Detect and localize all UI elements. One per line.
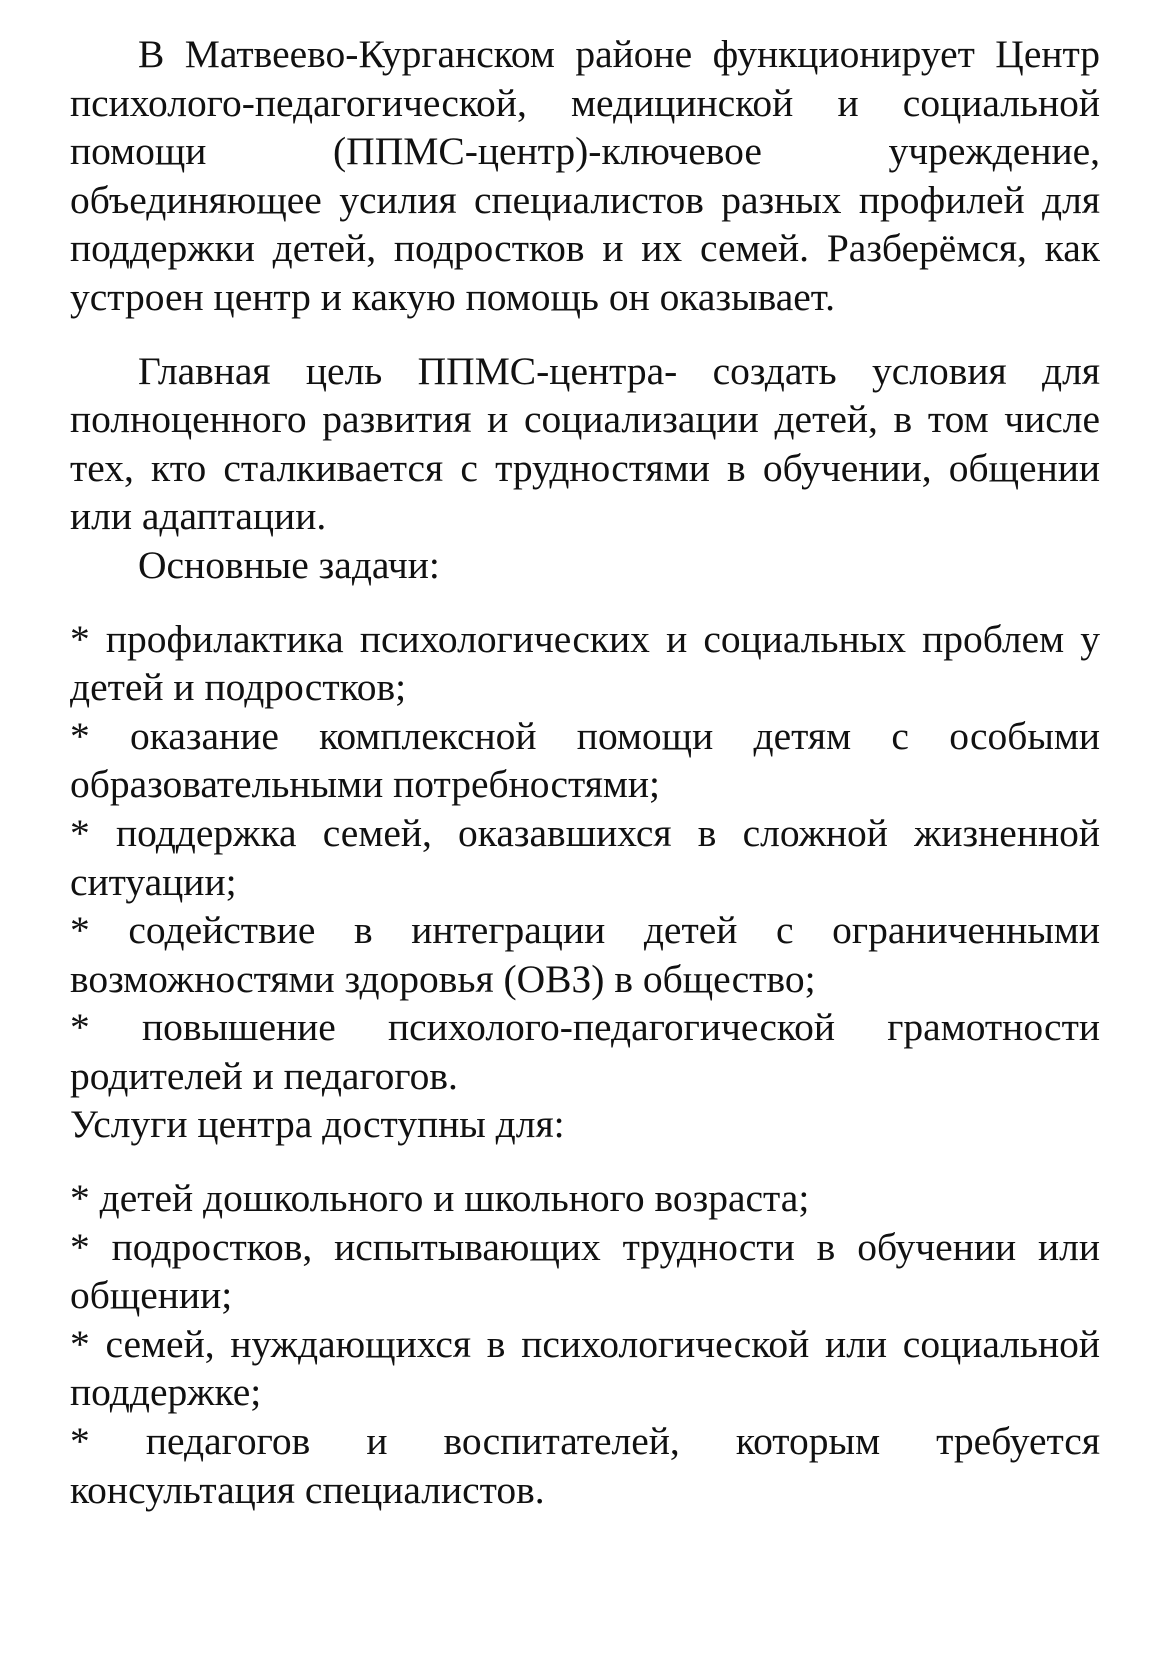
list-item: * детей дошкольного и школьного возраста;	[70, 1176, 810, 1221]
services-heading: Услуги центра доступны для:	[70, 1102, 565, 1147]
list-item: * подростков, испытывающих трудности в обучении или общении;	[70, 1224, 1100, 1318]
list-item: * оказание комплексной помощи детям с особыми образовательными потребностями;	[70, 713, 1100, 807]
goal-paragraph: Главная цель ППМС-центра- создать условия для полноценного развития и социализации детей, в том числе тех, кто сталкивается с трудностями в обучении, общении или адаптации.	[70, 348, 1100, 539]
list-item: * семей, нуждающихся в психологической или социальной поддержке;	[70, 1321, 1100, 1415]
list-item: * педагогов и воспитателей, которым требуется консультация специалистов.	[70, 1419, 1100, 1512]
document-page	[70, 30, 1100, 1514]
intro-paragraph: В Матвеево-Курганском районе функционирует Центр психолого-педагогической, медицинской и социальной помощи (ППМС-центр)-ключевое учреждение, объединяющее усилия специалистов разных профилей для поддержки детей, подростков и их семей. Разберёмся, как устроен центр и какую помощь он оказывает.	[70, 32, 1100, 319]
list-item: * поддержка семей, оказавшихся в сложной жизненной ситуации;	[70, 810, 1100, 904]
list-item: * профилактика психологических и социальных проблем у детей и подростков;	[70, 616, 1100, 710]
tasks-list	[70, 615, 1100, 1101]
list-item: * повышение психолого-педагогической грамотности родителей и педагогов.	[70, 1005, 1100, 1098]
list-item: * содействие в интеграции детей с ограниченными возможностями здоровья (ОВЗ) в общество;	[70, 908, 1100, 1001]
services-list	[70, 1174, 1100, 1514]
tasks-heading: Основные задачи:	[138, 542, 440, 587]
